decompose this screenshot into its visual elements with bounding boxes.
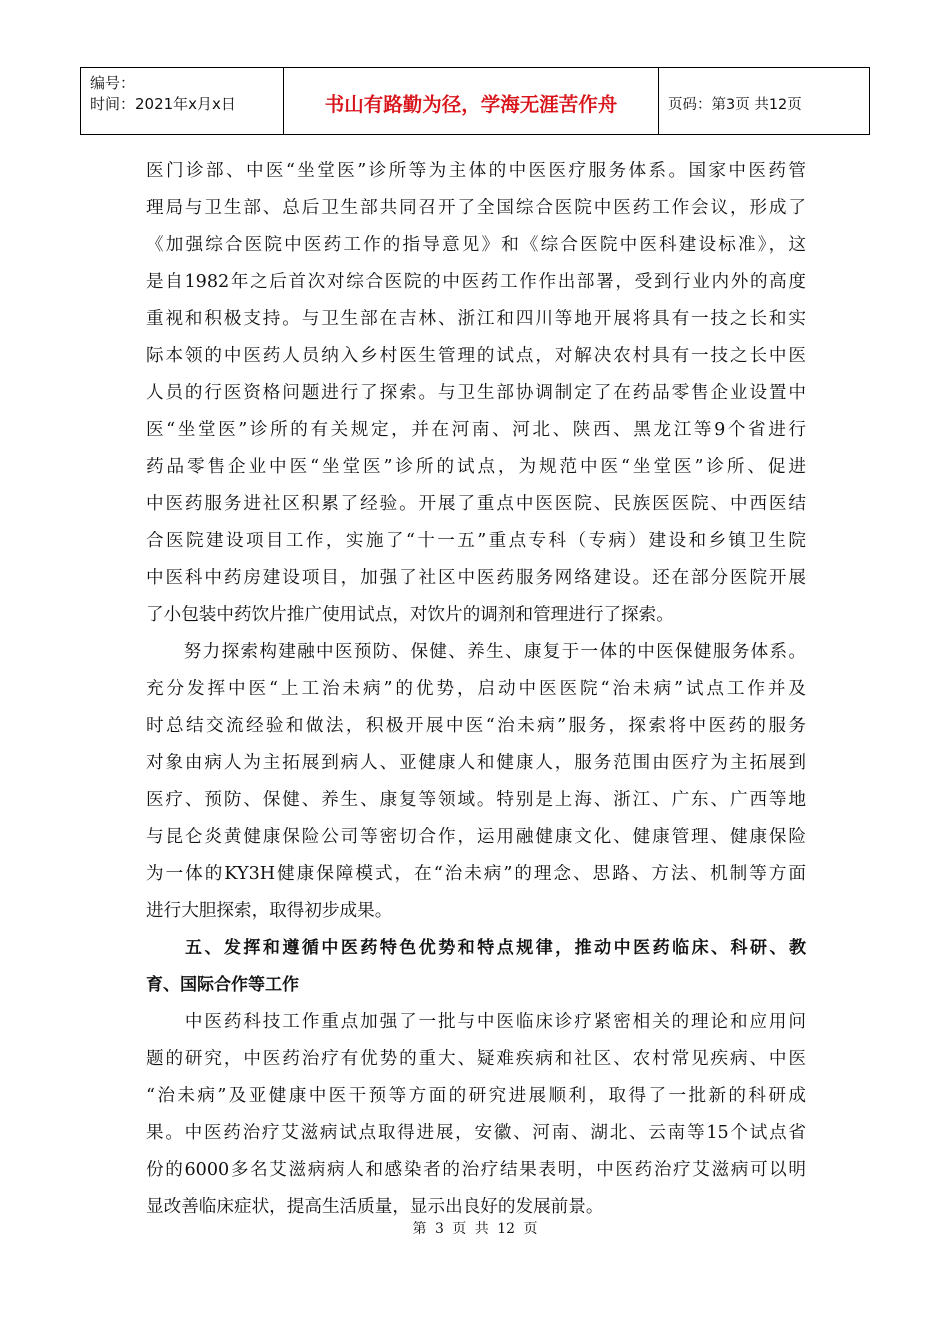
text-line: 医“坐堂医”诊所的有关规定，并在河南、河北、陕西、黑龙江等9个省进行 bbox=[146, 420, 806, 440]
text-line: 了小包装中药饮片推广使用试点，对饮片的调剂和管理进行了探索。 bbox=[146, 605, 674, 625]
section-heading: 五、发挥和遵循中医药特色优势和特点规律，推动中医药临床、科研、教 bbox=[146, 938, 806, 958]
header-meta bbox=[81, 68, 284, 134]
document-body bbox=[146, 153, 806, 1226]
text-line: 努力探索构建融中医预防、保健、养生、康复于一体的中医保健服务体系。 bbox=[146, 642, 806, 662]
text-line: 药品零售企业中医“坐堂医”诊所的试点，为规范中医“坐堂医”诊所、促进 bbox=[146, 457, 806, 477]
text-line: 果。中医药治疗艾滋病试点取得进展，安徽、河南、湖北、云南等15个试点省 bbox=[146, 1123, 806, 1143]
text-line: 为一体的KY3H健康保障模式，在“治未病”的理念、思路、方法、机制等方面 bbox=[146, 864, 806, 884]
text-line: 时总结交流经验和做法，积极开展中医“治未病”服务，探索将中医药的服务 bbox=[146, 716, 806, 736]
doc-date-label: 时间：2021年x月x日 bbox=[90, 95, 236, 113]
header-page-label: 页码：第3页 共12页 bbox=[668, 96, 802, 113]
text-line: 进行大胆探索，取得初步成果。 bbox=[146, 901, 393, 921]
text-line: 重视和积极支持。与卫生部在吉林、浙江和四川等地开展将具有一技之长和实 bbox=[146, 309, 806, 329]
text-line: 与昆仑炎黄健康保险公司等密切合作，运用融健康文化、健康管理、健康保险 bbox=[146, 827, 806, 847]
text-line: 中医药科技工作重点加强了一批与中医临床诊疗紧密相关的理论和应用问 bbox=[146, 1012, 806, 1032]
text-line: 医门诊部、中医“坐堂医”诊所等为主体的中医医疗服务体系。国家中医药管 bbox=[146, 161, 806, 181]
page-header bbox=[80, 67, 870, 135]
text-line: 《加强综合医院中医药工作的指导意见》和《综合医院中医科建设标准》，这 bbox=[146, 235, 806, 255]
text-line: 合医院建设项目工作，实施了“十一五”重点专科（专病）建设和乡镇卫生院 bbox=[146, 531, 806, 551]
text-line: 显改善临床症状，提高生活质量，显示出良好的发展前景。 bbox=[146, 1197, 604, 1217]
text-line: 充分发挥中医“上工治未病”的优势，启动中医医院“治未病”试点工作并及 bbox=[146, 679, 806, 699]
text-line: “治未病”及亚健康中医干预等方面的研究进展顺利，取得了一批新的科研成 bbox=[146, 1086, 806, 1106]
text-line: 题的研究，中医药治疗有优势的重大、疑难疾病和社区、农村常见疾病、中医 bbox=[146, 1049, 806, 1069]
text-line: 人员的行医资格问题进行了探索。与卫生部协调制定了在药品零售企业设置中 bbox=[146, 383, 806, 403]
section-heading: 育、国际合作等工作 bbox=[146, 975, 299, 995]
text-line: 对象由病人为主拓展到病人、亚健康人和健康人，服务范围由医疗为主拓展到 bbox=[146, 753, 806, 773]
page-footer: 第 3 页 共 12 页 bbox=[412, 1221, 538, 1237]
doc-number-label: 编号： bbox=[90, 74, 136, 92]
text-line: 份的6000多名艾滋病病人和感染者的治疗结果表明，中医药治疗艾滋病可以明 bbox=[146, 1160, 806, 1180]
text-line: 中医科中药房建设项目，加强了社区中医药服务网络建设。还在部分医院开展 bbox=[146, 568, 806, 588]
text-line: 医疗、预防、保健、养生、康复等领域。特别是上海、浙江、广东、广西等地 bbox=[146, 790, 806, 810]
text-line: 中医药服务进社区积累了经验。开展了重点中医医院、民族医医院、中西医结 bbox=[146, 494, 806, 514]
text-line: 理局与卫生部、总后卫生部共同召开了全国综合医院中医药工作会议，形成了 bbox=[146, 198, 806, 218]
text-line: 是自1982年之后首次对综合医院的中医药工作作出部署，受到行业内外的高度 bbox=[146, 272, 806, 292]
text-line: 际本领的中医药人员纳入乡村医生管理的试点，对解决农村具有一技之长中医 bbox=[146, 346, 806, 366]
header-motto: 书山有路勤为径，学海无涯苦作舟 bbox=[284, 68, 659, 134]
